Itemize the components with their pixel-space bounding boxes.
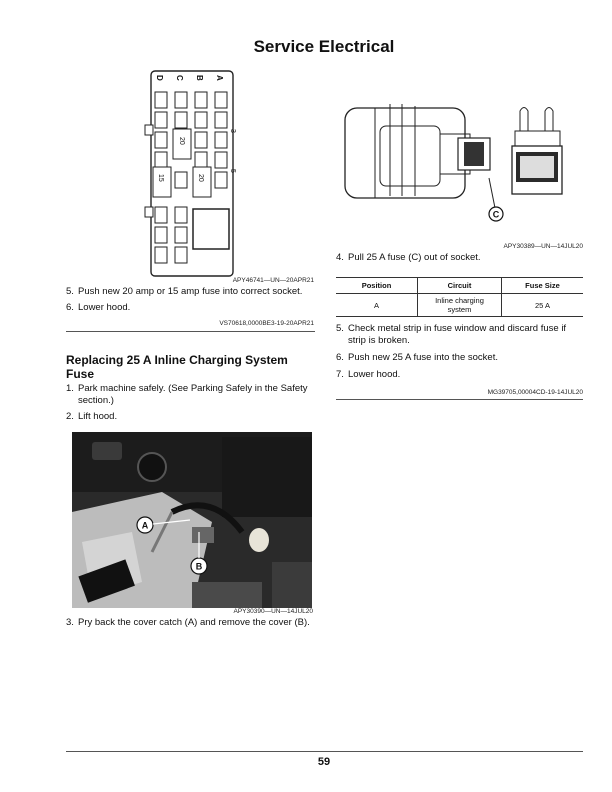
list-item: 1. Park machine safely. (See Parking Safely in the Safety section.) xyxy=(66,383,308,406)
column-label-d: D xyxy=(155,75,164,81)
inline-fuse-figure xyxy=(340,96,585,226)
page-title: Service Electrical xyxy=(253,37,395,56)
list-item: 3. Pry back the cover catch (A) and remove the cover (B). xyxy=(66,617,310,628)
table-header-row xyxy=(336,278,583,294)
fuse-value-20-upper: 20 xyxy=(178,137,185,145)
list-item: 6. Push new 25 A fuse into the socket. xyxy=(336,352,498,363)
page-number: 59 xyxy=(317,756,331,768)
fuse-value-15: 15 xyxy=(157,174,164,182)
divider xyxy=(336,399,583,400)
figure-id: APY30389—UN—14JUL20 xyxy=(503,243,583,250)
callout-b: B xyxy=(195,561,203,572)
callout-c: C xyxy=(492,209,500,220)
section-title: Replacing 25 A Inline Charging System Fuse xyxy=(66,353,288,381)
fuse-block-figure xyxy=(143,67,243,282)
callout-a: A xyxy=(141,520,149,531)
slot-number-5: 5 xyxy=(229,169,236,173)
column-label-b: B xyxy=(195,75,204,81)
divider xyxy=(66,331,315,332)
table-cell: A xyxy=(336,294,418,317)
reference-code: MG39705,00004CD-19-14JUL20 xyxy=(487,389,583,396)
column-header: Fuse Size xyxy=(501,278,583,294)
figure-id: APY30390—UN—14JUL20 xyxy=(233,608,313,615)
list-item: 5. Push new 20 amp or 15 amp fuse into correct socket. xyxy=(66,286,303,297)
column-header: Circuit xyxy=(418,278,502,294)
figure-id: APY46741—UN—20APR21 xyxy=(232,277,314,284)
fuse-table xyxy=(336,277,583,317)
list-item: 5. Check metal strip in fuse window and discard fuse if strip is broken. xyxy=(336,323,567,346)
list-item: 7. Lower hood. xyxy=(336,369,401,380)
list-item: 6. Lower hood. xyxy=(66,302,131,313)
footer-divider xyxy=(66,751,583,752)
table-cell: Inline charging system xyxy=(418,294,502,317)
column-header: Position xyxy=(336,278,418,294)
column-label-c: C xyxy=(175,75,184,81)
list-item: 4. Pull 25 A fuse (C) out of socket. xyxy=(336,252,481,263)
table-row xyxy=(336,294,583,317)
reference-code: VS70618,0000BE3-19-20APR21 xyxy=(219,320,314,327)
list-item: 2. Lift hood. xyxy=(66,411,118,422)
engine-bay-photo xyxy=(72,432,312,608)
table-cell: 25 A xyxy=(501,294,583,317)
fuse-value-20-lower: 20 xyxy=(197,174,204,182)
slot-number-3: 3 xyxy=(229,129,236,133)
column-label-a: A xyxy=(215,75,224,81)
